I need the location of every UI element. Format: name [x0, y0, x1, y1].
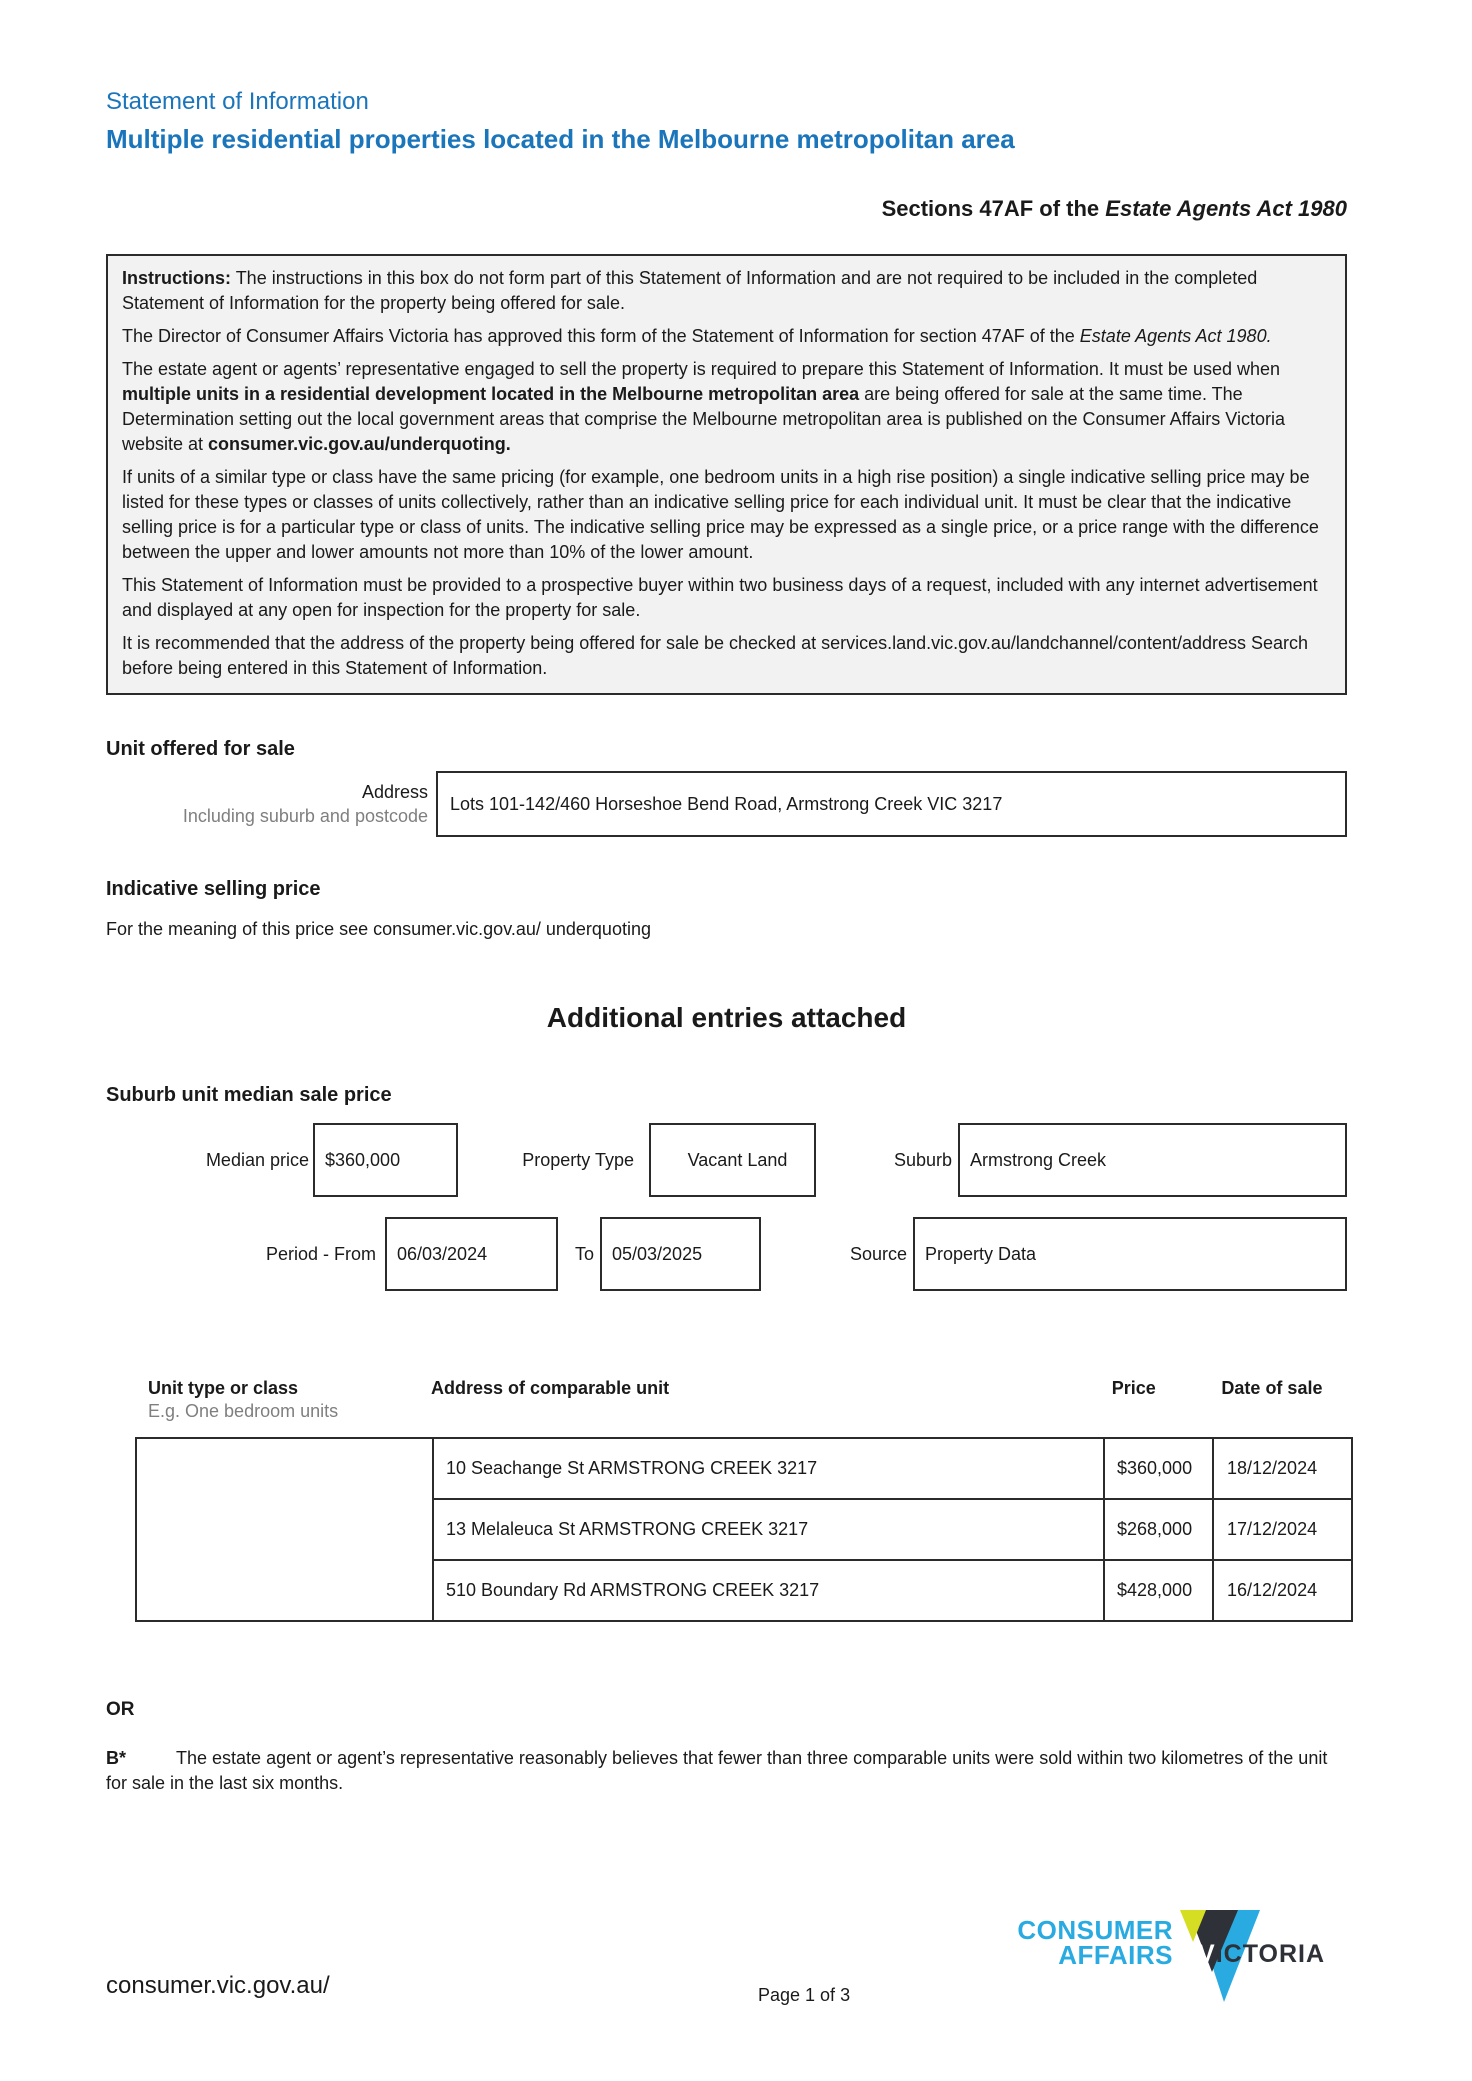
instructions-paragraph: This Statement of Information must be provided to a prospective buyer within two business days of a request, included with any internet advertisement and displayed at any open for inspection for the property for sale. [122, 575, 1318, 620]
comparable-date-cell[interactable]: 16/12/2024 [1213, 1560, 1352, 1621]
unit-type-header-example: E.g. One bedroom units [148, 1401, 339, 1421]
section-reference: Sections 47AF of the Estate Agents Act 1980 [881, 196, 1347, 221]
unit-type-header-label: Unit type or class [148, 1378, 299, 1398]
table-row [136, 1438, 1352, 1499]
indicative-price-note: For the meaning of this price see consumer.vic.gov.au/ underquoting [106, 919, 651, 939]
median-price-heading: Suburb unit median sale price [106, 1084, 392, 1106]
comparables-table-header [135, 1377, 1347, 1423]
price-column-header: Price [1111, 1378, 1156, 1398]
option-b-row [106, 1746, 1347, 1796]
comparable-price-cell[interactable]: $360,000 [1104, 1438, 1213, 1499]
option-b-label: B* [106, 1748, 127, 1768]
logo-wordmark [1017, 1915, 1173, 1970]
period-from-label: Period - From [265, 1243, 376, 1264]
address-column-header: Address of comparable unit [431, 1378, 670, 1398]
property-type-label: Property Type [522, 1149, 634, 1170]
date-column-header: Date of sale [1221, 1378, 1323, 1398]
footer-url: consumer.vic.gov.au/ [106, 1972, 330, 1999]
indicative-price-heading: Indicative selling price [106, 878, 321, 900]
instructions-paragraph: It is recommended that the address of the property being offered for sale be checked at services.land.vic.gov.au/landchannel/content/address Search before being entered in this Statement of Information. [122, 633, 1309, 678]
median-price-field[interactable]: $360,000 [313, 1123, 458, 1197]
logo-line-affairs: AFFAIRS [1058, 1940, 1173, 1970]
median-price-label: Median price [205, 1149, 309, 1170]
suburb-label: Suburb [893, 1149, 952, 1170]
instructions-paragraph: If units of a similar type or class have the same pricing (for example, one bedroom units in a high rise position) a single indicative selling price may be listed for these types or classes of units collectively, rather than an indicative selling price for each individual unit. It must be clear that the indicative selling price is for a particular type or class of units. The indicative selling price may be expressed as a single price, or a price range with the difference between the upper and lower amounts not more than 10% of the lower amount. [122, 467, 1319, 562]
source-label: Source [849, 1243, 907, 1264]
source-field[interactable]: Property Data [913, 1217, 1347, 1291]
comparable-price-cell[interactable]: $268,000 [1104, 1499, 1213, 1560]
additional-entries-heading: Additional entries attached [546, 1002, 907, 1033]
comparable-price-cell[interactable]: $428,000 [1104, 1560, 1213, 1621]
period-to-label: To [574, 1243, 594, 1264]
address-label-main: Address [361, 782, 428, 802]
page-number: Page 1 of 3 [758, 1985, 851, 2005]
victoria-triangle-icon [1180, 1910, 1326, 2002]
period-from-field[interactable]: 06/03/2024 [385, 1217, 558, 1291]
property-type-field[interactable]: Vacant Land [649, 1123, 816, 1197]
address-label [106, 771, 436, 837]
address-row [106, 771, 1347, 837]
period-to-field[interactable]: 05/03/2025 [600, 1217, 761, 1291]
comparable-address-cell[interactable]: 13 Melaleuca St ARMSTRONG CREEK 3217 [433, 1499, 1104, 1560]
logo-line-consumer: CONSUMER [1017, 1915, 1173, 1945]
or-label: OR [106, 1699, 135, 1720]
median-row-2 [106, 1217, 1347, 1291]
comparable-date-cell[interactable]: 18/12/2024 [1213, 1438, 1352, 1499]
suburb-field[interactable]: Armstrong Creek [958, 1123, 1347, 1197]
comparables-table [135, 1437, 1353, 1622]
option-b-text: The estate agent or agent’s representative reasonably believes that fewer than three comparable units were sold within two kilometres of the unit for sale in the last six months. [106, 1748, 1328, 1793]
instructions-paragraph: The Director of Consumer Affairs Victoria has approved this form of the Statement of Information for section 47AF of the Estate Agents Act 1980. [122, 326, 1272, 346]
address-label-sub: Including suburb and postcode [182, 806, 428, 826]
instructions-paragraph: The estate agent or agents’ representative engaged to sell the property is required to prepare this Statement of Information. It must be used when multiple units in a residential development located in the Melbourne metropolitan area are being offered for sale at the same time. The Determination setting out the local government areas that comprise the Melbourne metropolitan area is published on the Consumer Affairs Victoria website at consumer.vic.gov.au/underquoting. [122, 359, 1285, 454]
unit-offered-heading: Unit offered for sale [106, 738, 295, 760]
logo-line-victoria: VICTORIA [1198, 1940, 1326, 1968]
comparable-address-cell[interactable]: 510 Boundary Rd ARMSTRONG CREEK 3217 [433, 1560, 1104, 1621]
median-row-1 [106, 1123, 1347, 1197]
address-field[interactable]: Lots 101-142/460 Horseshoe Bend Road, Armstrong Creek VIC 3217 [436, 771, 1347, 837]
consumer-affairs-victoria-logo [1017, 1910, 1326, 2002]
document-eyebrow: Statement of Information [106, 88, 369, 115]
comparable-date-cell[interactable]: 17/12/2024 [1213, 1499, 1352, 1560]
instructions-paragraph: Instructions: The instructions in this box do not form part of this Statement of Information and are not required to be included in the completed Statement of Information for the property being offered for sale. [122, 268, 1258, 313]
page-title: Multiple residential properties located in the Melbourne metropolitan area [106, 124, 1015, 154]
unit-type-column-header [135, 1377, 431, 1423]
unit-type-cell[interactable] [136, 1438, 433, 1621]
instructions-box [106, 254, 1347, 695]
comparable-address-cell[interactable]: 10 Seachange St ARMSTRONG CREEK 3217 [433, 1438, 1104, 1499]
